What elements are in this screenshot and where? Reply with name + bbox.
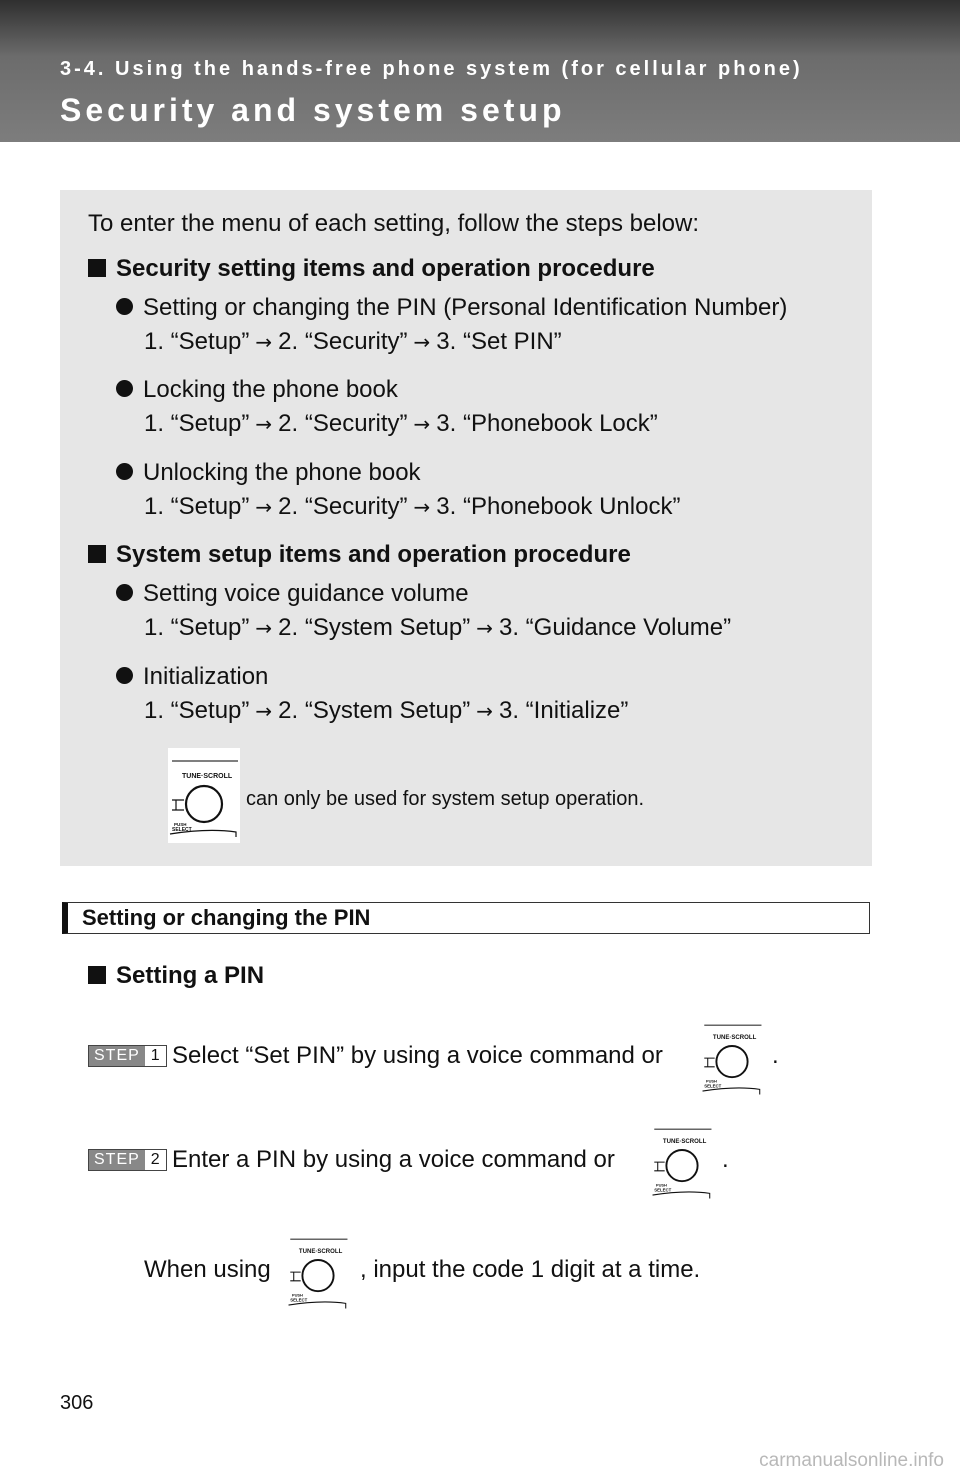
system-item-path: 1. “Setup” → 2. “System Setup” → 3. “Initialize” — [144, 697, 629, 724]
note-prefix: When using — [144, 1256, 271, 1283]
tune-scroll-knob-icon — [696, 1020, 768, 1103]
tune-scroll-knob-icon — [168, 748, 240, 843]
step-badge: STEP 1 — [88, 1045, 167, 1067]
tune-scroll-knob-icon — [646, 1124, 718, 1207]
svg-text:PUSH: PUSH — [706, 1078, 717, 1084]
arrow-icon: → — [476, 699, 493, 723]
svg-text:TUNE·SCROLL: TUNE·SCROLL — [712, 1035, 757, 1042]
security-item-label: Setting or changing the PIN (Personal Identification Number) — [116, 294, 787, 322]
step-suffix: . — [722, 1146, 729, 1173]
section-heading: Setting or changing the PIN — [62, 902, 870, 934]
tune-scroll-knob-icon — [282, 1234, 354, 1317]
arrow-icon: → — [255, 699, 273, 723]
sub-heading: Setting a PIN — [88, 962, 264, 990]
bullet-icon — [116, 584, 133, 601]
system-item-label: Initialization — [116, 663, 268, 691]
bullet-icon — [116, 667, 133, 684]
svg-text:SELECT: SELECT — [172, 827, 192, 833]
svg-text:TUNE·SCROLL: TUNE·SCROLL — [662, 1139, 707, 1146]
security-item-label: Locking the phone book — [116, 376, 398, 404]
watermark: carmanualsonline.info — [759, 1450, 944, 1471]
arrow-icon: → — [413, 412, 431, 436]
arrow-icon: → — [255, 495, 273, 519]
svg-text:SELECT: SELECT — [654, 1187, 672, 1193]
arrow-icon: → — [476, 616, 493, 640]
svg-text:SELECT: SELECT — [704, 1083, 722, 1089]
bullet-icon — [116, 463, 133, 480]
step-suffix: . — [772, 1042, 779, 1069]
security-heading: Security setting items and operation procedure — [88, 255, 655, 283]
security-item-path: 1. “Setup” → 2. “Security” → 3. “Phonebook Unlock” — [144, 493, 681, 520]
svg-text:TUNE·SCROLL: TUNE·SCROLL — [298, 1249, 343, 1256]
bullet-icon — [116, 298, 133, 315]
square-bullet-icon — [88, 259, 106, 277]
arrow-icon: → — [255, 412, 273, 436]
arrow-icon: → — [255, 616, 273, 640]
page-title: Security and system setup — [60, 92, 566, 128]
square-bullet-icon — [88, 966, 106, 984]
system-heading: System setup items and operation procedure — [88, 541, 631, 569]
section-label: 3-4. Using the hands-free phone system (for cellular phone) — [60, 58, 803, 80]
svg-text:PUSH: PUSH — [292, 1292, 303, 1298]
security-item-label: Unlocking the phone book — [116, 459, 421, 487]
arrow-icon: → — [413, 495, 431, 519]
info-box — [60, 190, 872, 866]
svg-text:PUSH: PUSH — [656, 1182, 667, 1188]
info-intro: To enter the menu of each setting, follow the steps below: — [88, 210, 700, 237]
arrow-icon: → — [413, 330, 431, 354]
svg-text:PUSH: PUSH — [174, 822, 187, 827]
system-item-label: Setting voice guidance volume — [116, 580, 469, 608]
svg-text:TUNE·SCROLL: TUNE·SCROLL — [182, 773, 233, 780]
square-bullet-icon — [88, 545, 106, 563]
arrow-icon: → — [255, 330, 273, 354]
system-item-path: 1. “Setup” → 2. “System Setup” → 3. “Guidance Volume” — [144, 614, 732, 641]
svg-text:SELECT: SELECT — [290, 1297, 308, 1303]
security-item-path: 1. “Setup” → 2. “Security” → 3. “Phonebook Lock” — [144, 410, 658, 437]
bullet-icon — [116, 380, 133, 397]
step-badge: STEP 2 — [88, 1149, 167, 1171]
security-item-path: 1. “Setup” → 2. “Security” → 3. “Set PIN” — [144, 328, 562, 355]
knob-note: can only be used for system setup operation. — [246, 788, 645, 810]
page-number: 306 — [60, 1392, 94, 1414]
note-suffix: , input the code 1 digit at a time. — [360, 1256, 701, 1283]
step-text: Enter a PIN by using a voice command or — [172, 1146, 615, 1173]
page-header — [0, 0, 960, 142]
step-text: Select “Set PIN” by using a voice command or — [172, 1042, 663, 1069]
